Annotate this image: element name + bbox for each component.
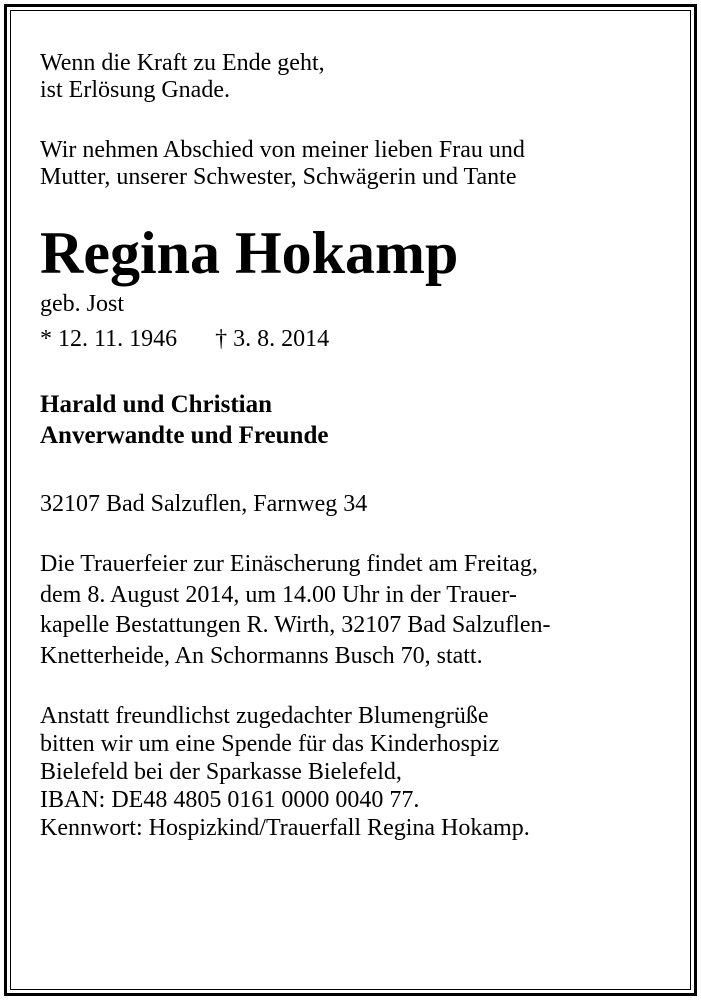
maiden-name: geb. Jost: [40, 291, 124, 317]
death-date: † 3. 8. 2014: [215, 326, 330, 352]
farewell-intro: [40, 137, 680, 191]
donation-line: Kennwort: Hospizkind/Trauerfall Regina Hokamp.: [40, 815, 530, 841]
birth-date: * 12. 11. 1946: [40, 326, 178, 352]
donation-line: Bielefeld bei der Sparkasse Bielefeld,: [40, 759, 402, 785]
ceremony-line: dem 8. August 2014, um 14.00 Uhr in der Trauer-: [40, 581, 517, 608]
deceased-name: Regina Hokamp: [40, 220, 459, 286]
motto: [40, 50, 680, 104]
address: 32107 Bad Salzuflen, Farnweg 34: [40, 491, 368, 517]
ceremony-line: Die Trauerfeier zur Einäscherung findet am Freitag,: [40, 551, 538, 577]
intro-line: Wir nehmen Abschied von meiner lieben Frau und: [40, 137, 525, 163]
donation-info: [40, 702, 680, 842]
mourners-line: Harald und Christian: [40, 391, 273, 418]
mourners-line: Anverwandte und Freunde: [40, 422, 329, 449]
obituary-notice: [40, 50, 680, 842]
life-dates: [40, 326, 680, 353]
donation-line: bitten wir um eine Spende für das Kinderhospiz: [40, 731, 500, 757]
ceremony-info: [40, 549, 680, 671]
motto-line: ist Erlösung Gnade.: [40, 77, 230, 103]
donation-line: Anstatt freundlichst zugedachter Blumengrüße: [40, 703, 489, 729]
intro-line: Mutter, unserer Schwester, Schwägerin und Tante: [40, 164, 517, 190]
mourners: [40, 389, 680, 451]
motto-line: Wenn die Kraft zu Ende geht,: [40, 50, 325, 76]
ceremony-line: kapelle Bestattungen R. Wirth, 32107 Bad Salzuflen-: [40, 612, 551, 638]
donation-line: IBAN: DE48 4805 0161 0000 0040 77.: [40, 787, 420, 813]
ceremony-line: Knetterheide, An Schormanns Busch 70, statt.: [40, 642, 483, 669]
